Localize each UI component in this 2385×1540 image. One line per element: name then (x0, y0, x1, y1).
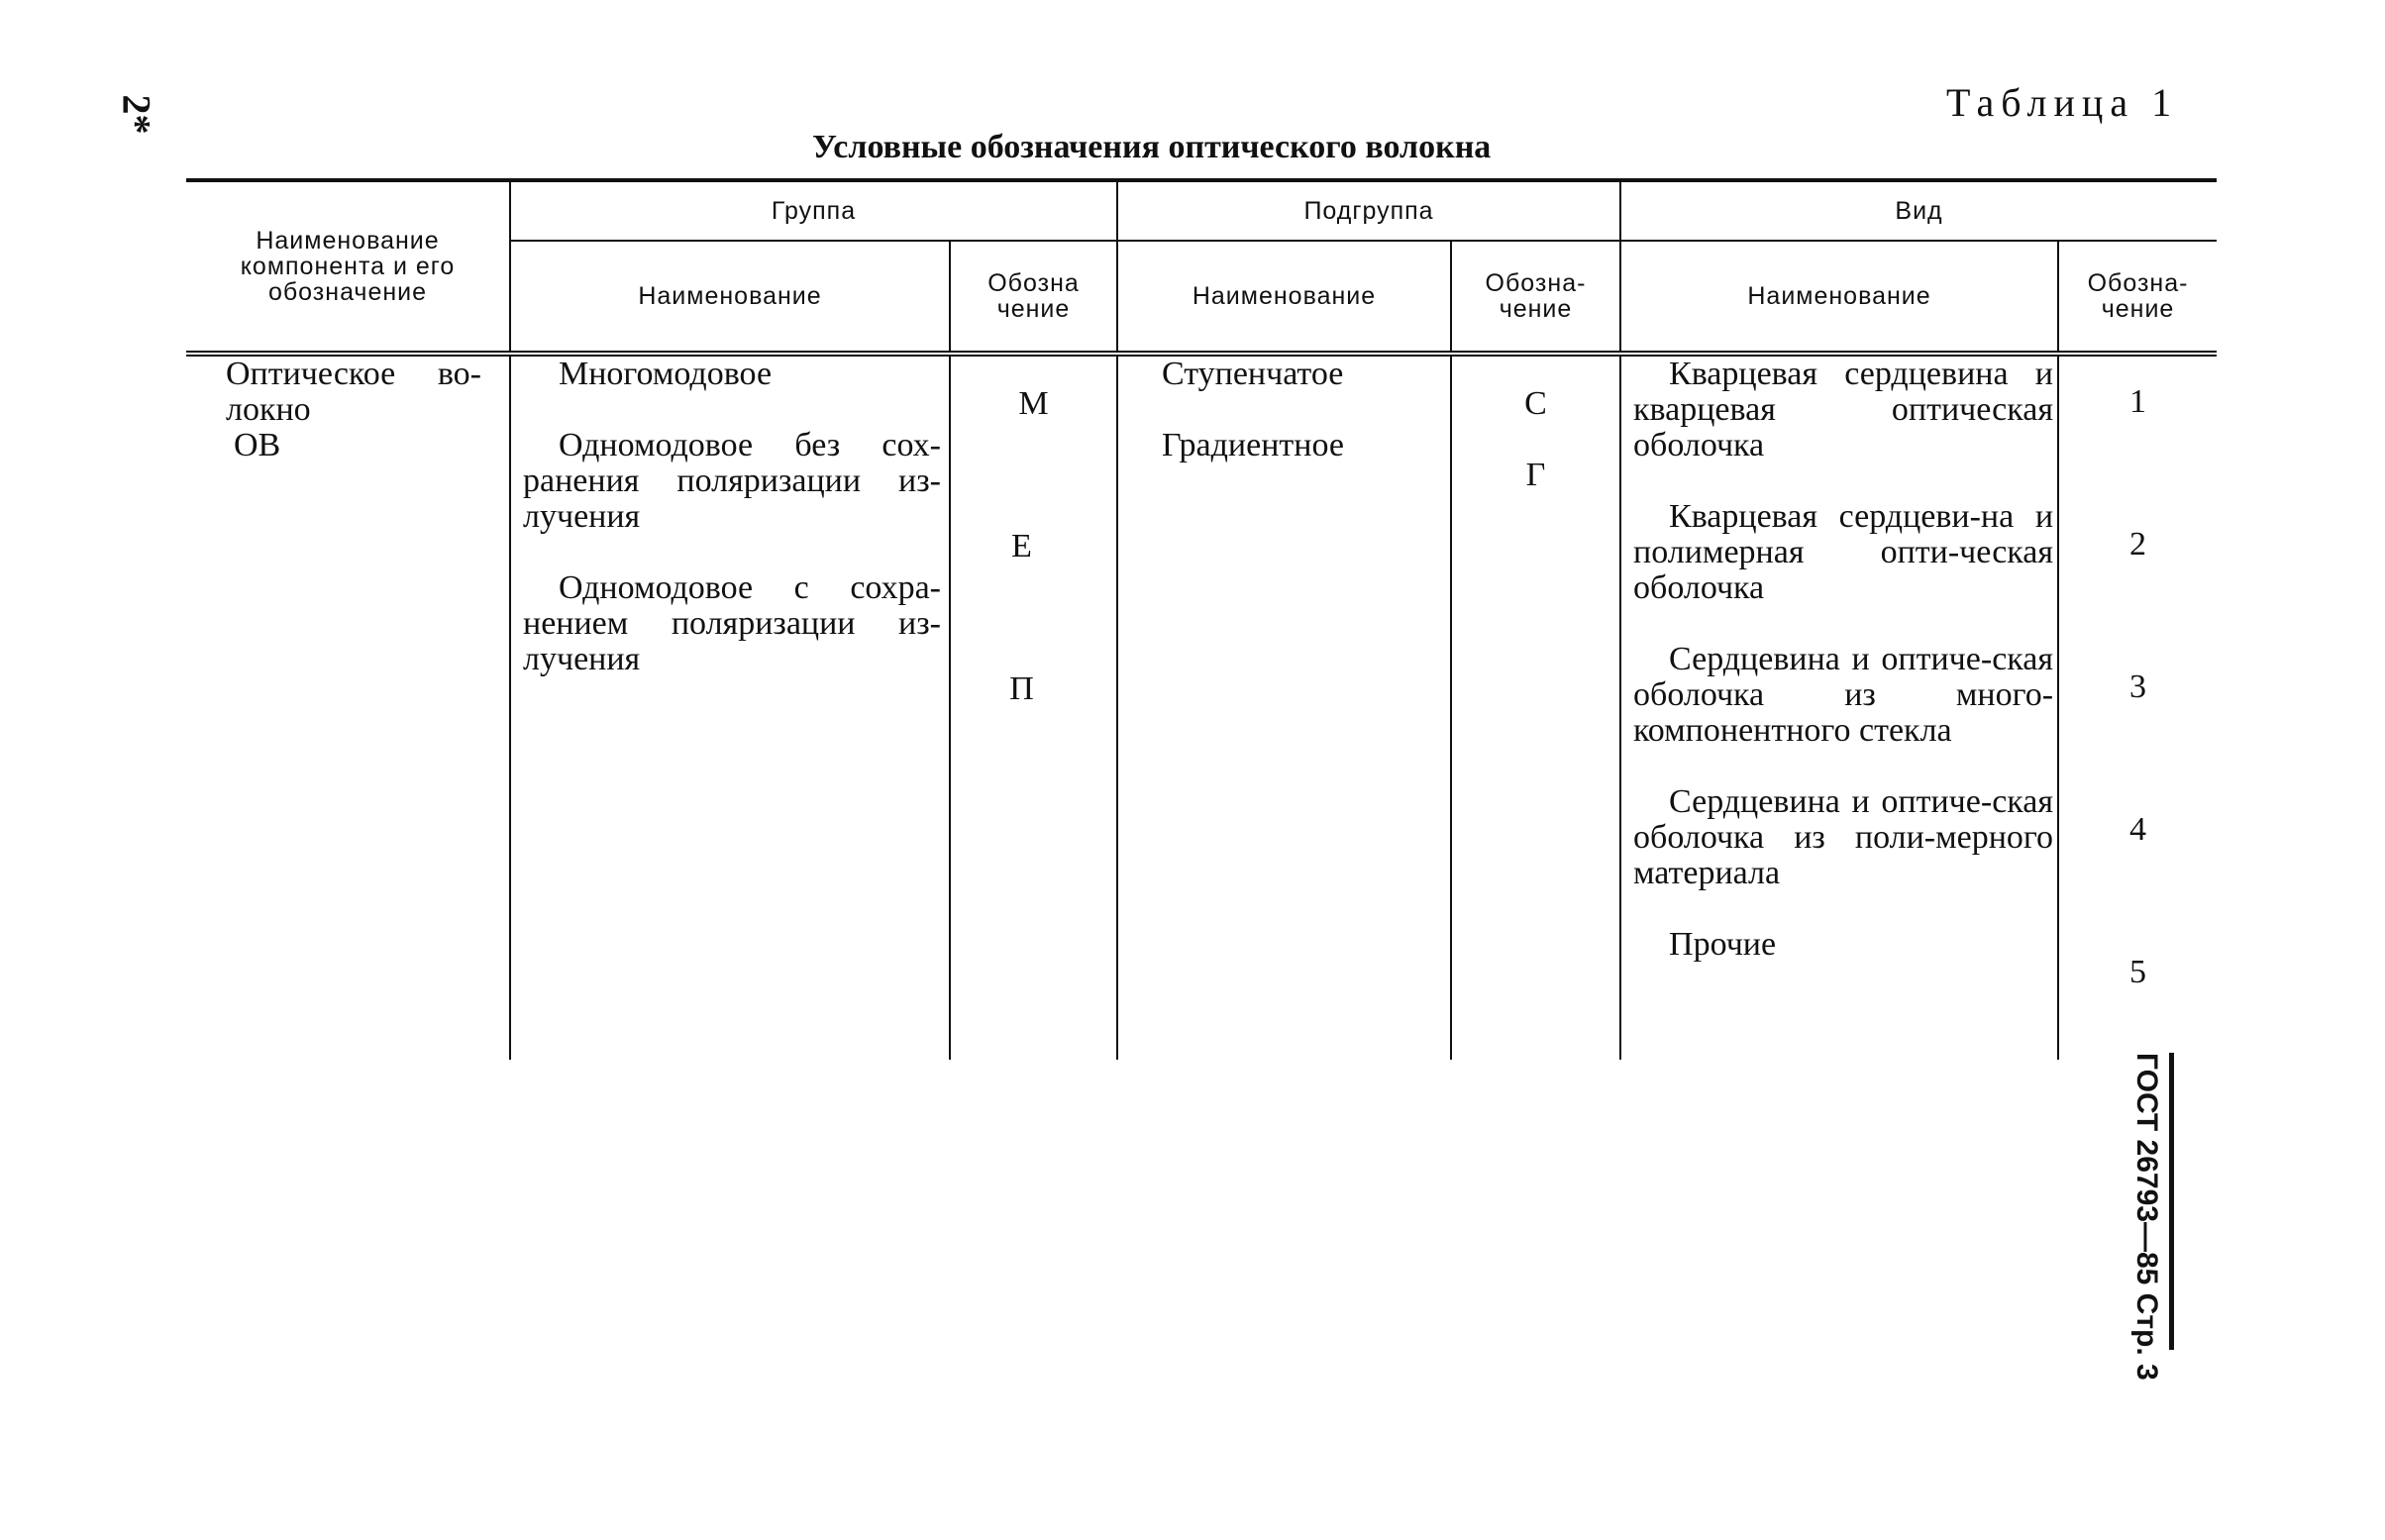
designations-table (186, 178, 2217, 1060)
header-subgroup: Подгруппа (1117, 180, 1620, 241)
kind-code-4: 5 (2129, 954, 2147, 990)
kind-name-4: Прочие (1669, 926, 1777, 963)
header-subgroup-name: Наименование (1117, 241, 1451, 354)
kind-code-0: 1 (2129, 383, 2147, 420)
kind-name-cell (1620, 354, 2058, 1060)
table-title: Условные обозначения оптического волокна (812, 129, 1492, 165)
group-code-1: Е (1011, 528, 1032, 565)
group-name-cell (510, 354, 950, 1060)
header-subgroup-code-label: Обозна-чение (1485, 268, 1587, 323)
header-kind-name: Наименование (1620, 241, 2058, 354)
group-name-0: Многомодовое (559, 356, 773, 392)
group-code-0: М (1018, 385, 1049, 422)
header-group-code (950, 241, 1117, 354)
kind-name-3: Сердцевина и оптиче-ская оболочка из поли-мерного материала (1633, 783, 2054, 891)
kind-name-0: Кварцевая сердцевина и кварцевая оптическая оболочка (1633, 356, 2054, 463)
subgroup-code-1: Г (1525, 457, 1546, 493)
kind-name-2: Сердцевина и оптиче-ская оболочка из много-компонентного стекла (1633, 641, 2054, 749)
kind-code-1: 2 (2129, 526, 2147, 563)
kind-code-2: 3 (2129, 668, 2147, 705)
group-code-cell (950, 354, 1117, 1060)
kind-code-cell (2058, 354, 2217, 1060)
header-component (186, 180, 510, 354)
header-kind: Вид (1620, 180, 2217, 241)
kind-code-3: 4 (2129, 811, 2147, 848)
document-code-rule (2113, 1053, 2174, 1381)
component-code-value: ОВ (234, 427, 281, 463)
subgroup-name-0: Ступенчатое (1162, 356, 1344, 392)
group-name-1: Одномодовое без сох-ранения поляризации из-лучения (523, 427, 941, 535)
group-name-2: Одномодовое с сохра-нением поляризации из-лучения (523, 569, 941, 677)
subgroup-code-cell (1451, 354, 1620, 1060)
header-kind-code (2058, 241, 2217, 354)
kind-name-1: Кварцевая сердцеви-на и полимерная опти-ческая оболочка (1633, 498, 2054, 606)
table-number: Таблица 1 (1946, 80, 2179, 125)
header-group: Группа (510, 180, 1117, 241)
component-name: Оптическое во-локно (226, 356, 481, 428)
subgroup-code-0: С (1524, 385, 1547, 422)
component-cell (186, 354, 510, 1060)
header-kind-code-label: Обозна-чение (2087, 268, 2189, 323)
document-code: ГОСТ 26793—85 Стр. 3 (2130, 1053, 2163, 1381)
header-group-code-label: Обозна чение (987, 268, 1080, 323)
header-subgroup-code (1451, 241, 1620, 354)
component-code (226, 428, 481, 463)
header-group-name: Наименование (510, 241, 950, 354)
subgroup-name-1: Градиентное (1162, 427, 1344, 463)
group-code-2: П (1009, 670, 1034, 707)
header-component-label: Наименование компонента и его обозначение (240, 226, 456, 307)
subgroup-name-cell (1117, 354, 1451, 1060)
page-corner-mark: 2* (114, 94, 159, 135)
